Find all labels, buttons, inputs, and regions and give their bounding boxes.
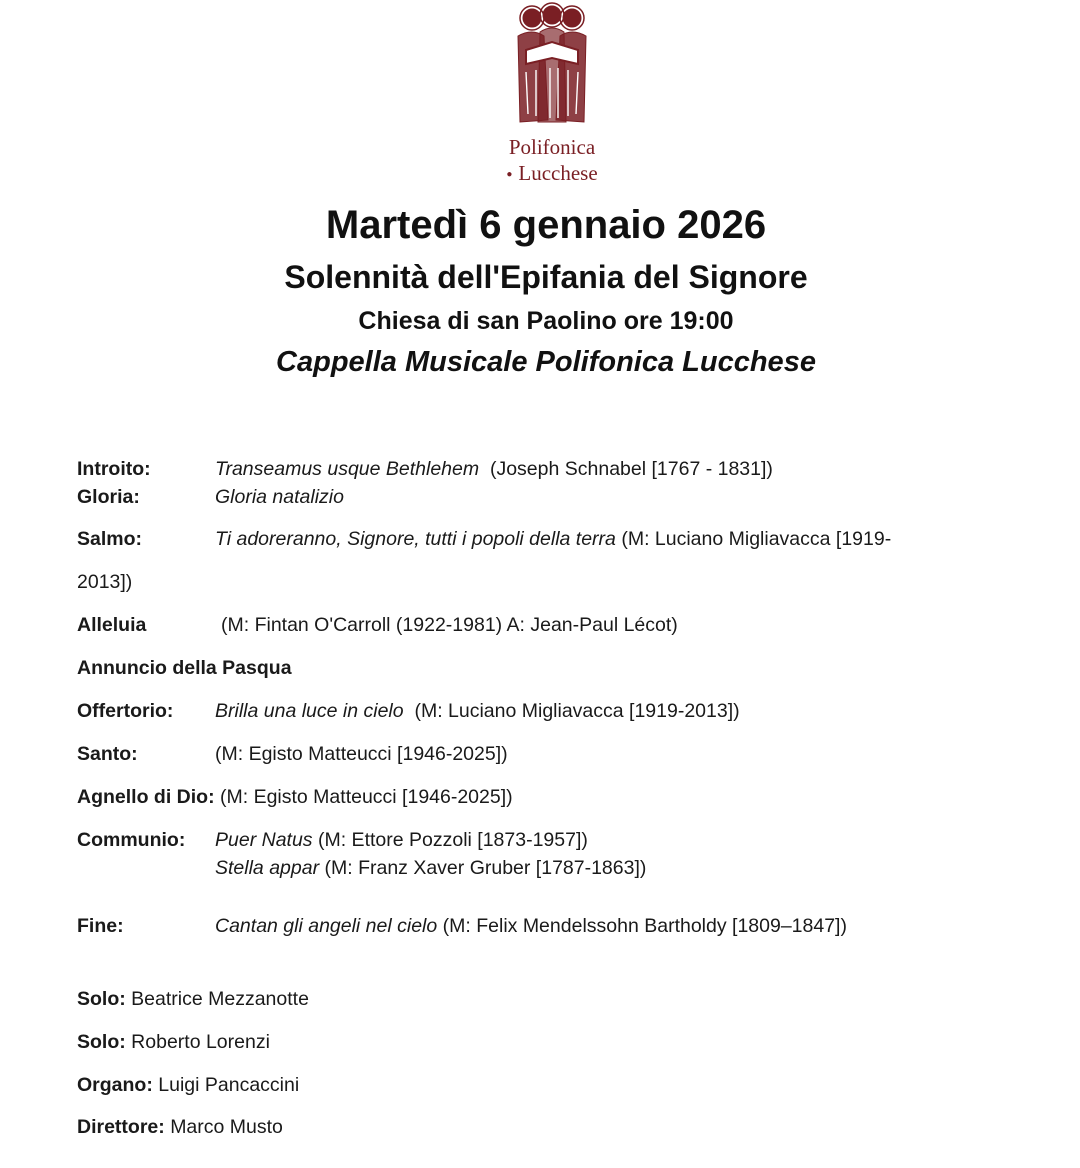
performer-name: Luigi Pancaccini — [158, 1074, 300, 1096]
alleluia-label: Alleluia — [77, 614, 147, 636]
logo — [490, 2, 614, 192]
logo-text-lucchese-label: Lucchese — [518, 161, 598, 185]
performer-solo-2 — [77, 1029, 270, 1055]
performer-name: Beatrice Mezzanotte — [131, 988, 309, 1010]
performer-role: Organo: — [77, 1074, 153, 1096]
gloria-title: Gloria natalizio — [215, 486, 344, 508]
communio-label: Communio: — [77, 829, 186, 851]
salmo-credit: (M: Luciano Migliavacca [1919- — [621, 528, 892, 550]
communio-credit-1: (M: Ettore Pozzoli [1873-1957]) — [317, 829, 588, 851]
logo-text-polifonica: Polifonica — [508, 135, 596, 159]
program-agnello — [77, 784, 513, 810]
agnello-label: Agnello di Dio: — [77, 786, 215, 808]
communio-title-2: Stella appar — [215, 857, 320, 879]
introito-title: Transeamus usque Bethlehem — [215, 458, 480, 480]
agnello-credit: (M: Egisto Matteucci [1946-2025]) — [220, 786, 513, 808]
program-santo — [77, 741, 508, 767]
salmo-label: Salmo: — [77, 528, 143, 550]
santo-credit: (M: Egisto Matteucci [1946-2025]) — [215, 743, 508, 765]
program-gloria — [77, 484, 344, 510]
feast-title: Solennità dell'Epifania del Signore — [284, 259, 808, 295]
communio-credit-2: (M: Franz Xaver Gruber [1787-1863]) — [324, 857, 647, 879]
fine-title: Cantan gli angeli nel cielo — [215, 915, 438, 937]
event-date: Martedì 6 gennaio 2026 — [325, 203, 767, 247]
performer-role: Solo: — [77, 1031, 126, 1053]
fine-label: Fine: — [77, 915, 124, 937]
offertorio-title: Brilla una luce in cielo — [215, 700, 404, 722]
performer-organ — [77, 1072, 299, 1098]
fine-credit: (M: Felix Mendelssohn Bartholdy [1809–1847]) — [442, 915, 847, 937]
performer-role: Solo: — [77, 988, 126, 1010]
program-annuncio — [77, 655, 292, 681]
communio-item-1 — [215, 827, 588, 853]
program-salmo — [77, 526, 892, 552]
performer-name: Roberto Lorenzi — [131, 1031, 270, 1053]
introito-label: Introito: — [77, 458, 151, 480]
bullet-icon: ● — [506, 169, 513, 181]
offertorio-value — [215, 698, 740, 724]
offertorio-label: Offertorio: — [77, 700, 174, 722]
program-salmo-continued — [77, 569, 132, 595]
church-and-time: Chiesa di san Paolino ore 19:00 — [358, 307, 734, 335]
performer-role: Direttore: — [77, 1116, 165, 1138]
saints-emblem-icon — [506, 2, 598, 130]
salmo-value — [215, 526, 891, 552]
communio-item-2 — [215, 855, 646, 881]
santo-label: Santo: — [77, 743, 138, 765]
program-introito — [77, 456, 773, 482]
salmo-credit-continued: 2013]) — [77, 571, 133, 593]
alleluia-credit: (M: Fintan O'Carroll (1922-1981) A: Jean-Paul Lécot) — [221, 614, 678, 636]
gloria-value — [215, 484, 344, 510]
program-communio — [77, 827, 588, 853]
gloria-label: Gloria: — [77, 486, 140, 508]
program-offertorio — [77, 698, 740, 724]
annuncio-label: Annuncio della Pasqua — [77, 657, 292, 679]
offertorio-credit: (M: Luciano Migliavacca [1919-2013]) — [414, 700, 740, 722]
performer-name: Marco Musto — [170, 1116, 283, 1138]
logo-text-lucchese — [490, 160, 614, 188]
program-alleluia — [77, 612, 678, 638]
introito-value — [215, 456, 773, 482]
fine-value — [215, 913, 847, 939]
communio-title-1: Puer Natus — [215, 829, 313, 851]
program-fine — [77, 913, 847, 939]
introito-credit: (Joseph Schnabel [1767 - 1831]) — [489, 458, 773, 480]
performer-director — [77, 1114, 283, 1140]
choir-name: Cappella Musicale Polifonica Lucchese — [276, 346, 816, 378]
performer-solo-1 — [77, 986, 309, 1012]
salmo-title: Ti adoreranno, Signore, tutti i popoli della terra — [215, 528, 616, 550]
